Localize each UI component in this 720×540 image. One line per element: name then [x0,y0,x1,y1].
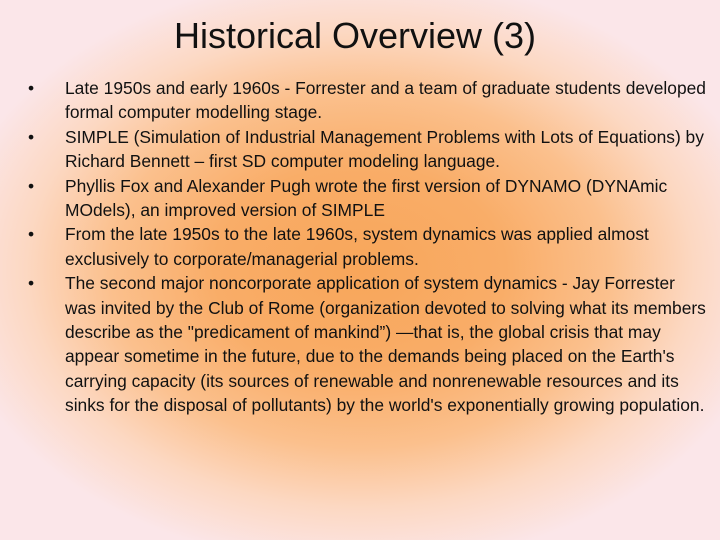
bullet-icon: • [28,273,35,294]
bullet-item [28,222,708,271]
bullet-text: The second major noncorporate application of system dynamics - Jay Forrester was invited by the Club of Rome (organization devoted to solving what its members describe as the "predicament of mankind”) —that is, the global crisis that may appear sometime in the future, due to the demands being placed on the Earth's carrying capacity (its sources of renewable and nonrenewable resources and its sinks for the disposal of pollutants) by the world's exponentially growing population. [65,273,706,416]
bullet-list [28,76,708,418]
bullet-icon: • [28,78,35,98]
bullet-item [28,76,708,125]
bullet-icon: • [28,175,35,196]
bullet-item [28,125,708,174]
bullet-icon: • [28,224,35,245]
bullet-item [28,174,708,223]
bullet-text: Phyllis Fox and Alexander Pugh wrote the first version of DYNAMO (DYNAmic MOdels), an improved version of SIMPLE [65,175,668,221]
slide-title: Historical Overview (3) [173,15,537,56]
bullet-text: SIMPLE (Simulation of Industrial Management Problems with Lots of Equations) by Richard Bennett – first SD computer modeling language. [65,126,704,172]
bullet-item [28,271,708,417]
bullet-text: Late 1950s and early 1960s - Forrester and a team of graduate students developed formal computer modelling stage. [65,78,706,123]
bullet-text: From the late 1950s to the late 1960s, system dynamics was applied almost exclusively to corporate/managerial problems. [65,224,649,269]
bullet-icon: • [28,126,35,147]
